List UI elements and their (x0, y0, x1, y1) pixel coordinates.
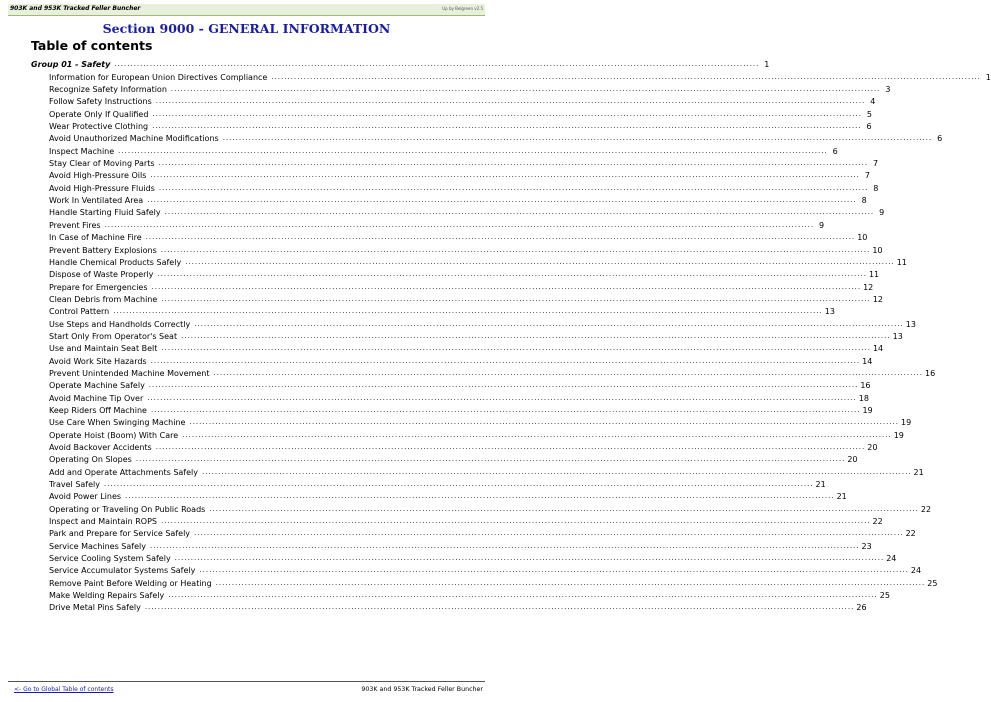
toc-entry-label[interactable]: Operating On Slopes (49, 455, 132, 465)
toc-leader-dots: ............................................................................................................................................................................................................................ (199, 566, 909, 575)
toc-entry[interactable] (31, 255, 907, 267)
toc-entry-label[interactable]: Use Steps and Handholds Correctly (49, 319, 191, 329)
toc-leader-dots: ............................................................................................................................................................................................................................ (222, 134, 933, 143)
global-toc-link[interactable]: <- Go to Global Table of contents (14, 686, 114, 693)
toc-entry[interactable] (31, 563, 922, 576)
toc-leader-dots: ............................................................................................................................................................................................................................ (125, 492, 835, 501)
toc-entry-page: 6 (866, 122, 872, 132)
toc-entry[interactable] (31, 353, 873, 366)
toc-entry-label[interactable]: Avoid Backover Accidents (49, 443, 152, 452)
toc-entry[interactable] (31, 551, 897, 564)
toc-entry-label[interactable]: Follow Safety Instructions (49, 97, 152, 107)
toc-entry[interactable] (31, 501, 932, 514)
toc-leader-dots: ............................................................................................................................................................................................................................ (150, 405, 861, 414)
toc-entry-label[interactable]: Operate Hoist (Boom) With Care (49, 430, 179, 440)
toc-entry[interactable] (31, 440, 878, 452)
toc-entry-label[interactable]: Work In Ventilated Area (49, 196, 144, 206)
toc-entry[interactable] (31, 415, 912, 428)
toc-entry-label[interactable]: Service Cooling System Safely (49, 554, 171, 564)
toc-entry[interactable] (31, 489, 847, 502)
toc-entry-label[interactable]: Use and Maintain Seat Belt (49, 344, 158, 354)
toc-entry-page: 19 (862, 405, 873, 415)
toc-leader-dots: ............................................................................................................................................................................................................................ (189, 418, 899, 427)
toc-leader-dots: ............................................................................................................................................................................................................................ (161, 517, 871, 526)
toc-leader-dots: ............................................................................................................................................................................................................................ (157, 270, 867, 279)
toc-leader-dots: ............................................................................................................................................................................................................................ (149, 541, 860, 550)
toc-entry-label[interactable]: Control Pattern (49, 307, 110, 317)
toc-entry[interactable] (31, 514, 883, 527)
toc-entry-label[interactable]: Prepare for Emergencies (49, 282, 148, 292)
toc-leader-dots: ............................................................................................................................................................................................................................ (150, 356, 861, 365)
toc-leader-dots: ............................................................................................................................................................................................................................ (164, 208, 875, 217)
toc-entry-page: 12 (863, 282, 874, 292)
toc-entry-label[interactable]: Remove Paint Before Welding or Heating (49, 578, 212, 588)
toc-entry-label[interactable]: Operate Machine Safely (49, 381, 145, 391)
toc-entry-label[interactable]: Drive Metal Pins Safely (49, 603, 141, 613)
toc-entry-page: 13 (824, 307, 835, 317)
toc-entry[interactable] (31, 230, 868, 243)
toc-entry-page: 19 (901, 418, 912, 428)
toc-entry[interactable] (31, 316, 916, 329)
toc-entry-label[interactable]: Avoid Unauthorized Machine Modifications (49, 134, 219, 144)
toc-leader-dots: ........................................................................................................................................................................................................ (114, 60, 760, 69)
toc-entry[interactable] (31, 464, 924, 477)
toc-entry-page: 25 (927, 578, 938, 588)
toc-entry-label[interactable]: Information for European Union Directives Compliance (49, 72, 268, 82)
toc-leader-dots: ............................................................................................................................................................................................................................ (170, 85, 881, 94)
toc-entry-label[interactable]: Make Welding Repairs Safely (49, 591, 165, 601)
toc-entry-page: 14 (862, 356, 873, 366)
toc-entry-label[interactable]: Service Machines Safely (49, 541, 146, 551)
toc-entry-label[interactable]: Use Care When Swinging Machine (49, 418, 186, 428)
toc-entry-page: 19 (893, 430, 904, 440)
toc-leader-dots: ............................................................................................................................................................................................................................ (155, 443, 866, 451)
toc-entry[interactable] (31, 106, 872, 119)
toc-entry[interactable] (31, 82, 891, 95)
toc-entry-label[interactable]: Avoid High-Pressure Oils (49, 171, 147, 181)
toc-leader-dots: ............................................................................................................................................................................................................................ (202, 467, 912, 476)
page-footer (8, 681, 485, 696)
document-header-bar (8, 4, 485, 16)
toc-entry-page: 24 (910, 566, 922, 576)
toc-entry[interactable] (31, 193, 867, 206)
toc-entry-page: 4 (870, 97, 876, 107)
toc-leader-dots: ............................................................................................................................................................................................................................ (182, 430, 892, 439)
toc-entry[interactable] (31, 304, 835, 317)
toc-leader-dots: ............................................................................................................................................................................................................................ (185, 257, 895, 266)
toc-entry-label[interactable]: Avoid High-Pressure Fluids (49, 183, 155, 193)
toc-entry-label[interactable]: Handle Chemical Products Safely (49, 257, 182, 267)
toc-entry[interactable] (31, 329, 903, 341)
toc-entry-page: 16 (860, 381, 871, 391)
table-of-contents (31, 57, 991, 613)
toc-entry[interactable] (31, 575, 938, 588)
toc-entry[interactable] (31, 378, 871, 391)
toc-entry-label[interactable]: Inspect and Maintain ROPS (49, 517, 157, 527)
toc-leader-dots: ............................................................................................................................................................................................................................ (152, 109, 862, 118)
toc-entry[interactable] (31, 69, 991, 82)
toc-entry-page: 21 (815, 480, 826, 490)
toc-entry-page: 25 (879, 591, 890, 601)
toc-entry[interactable] (31, 131, 943, 144)
toc-entry-page: 5 (866, 109, 872, 119)
toc-entry[interactable] (31, 217, 825, 230)
section-title: Section 9000 - GENERAL INFORMATION (102, 21, 391, 36)
toc-entry[interactable] (31, 477, 826, 490)
toc-entry[interactable] (31, 279, 874, 292)
toc-entry[interactable] (31, 94, 876, 107)
toc-entry[interactable] (31, 168, 870, 181)
toc-entry-page: 8 (861, 196, 867, 206)
toc-leader-dots: ............................................................................................................................................................................................................................ (209, 504, 919, 513)
header-doc-title: 903K and 953K Tracked Feller Buncher (10, 5, 141, 12)
toc-entry-label[interactable]: Operating or Traveling On Public Roads (49, 504, 206, 514)
toc-entry-label[interactable]: Clean Debris from Machine (49, 294, 158, 304)
toc-entry[interactable] (31, 366, 936, 378)
toc-entry-page: 9 (819, 220, 825, 230)
toc-entry-page: 16 (925, 368, 936, 378)
toc-entry[interactable] (31, 600, 867, 613)
toc-entry-page: 26 (856, 603, 867, 613)
toc-entry-label[interactable]: Operate Only If Qualified (49, 109, 149, 119)
toc-leader-dots: ............................................................................................................................................................................................................................ (135, 455, 846, 464)
toc-entry-label[interactable]: Prevent Battery Explosions (49, 245, 157, 255)
toc-entry-page: 13 (892, 331, 903, 341)
toc-entry-page: 8 (873, 183, 879, 193)
toc-leader-dots: ............................................................................................................................................................................................................................ (168, 591, 878, 600)
toc-heading: Table of contents (31, 38, 153, 53)
toc-leader-dots: ............................................................................................................................................................................................................................ (194, 529, 904, 538)
toc-entry-page: 10 (857, 233, 868, 243)
toc-entry-page: 7 (872, 159, 879, 169)
toc-entry[interactable] (31, 119, 872, 132)
toc-entry-page: 21 (913, 467, 924, 477)
toc-leader-dots: ............................................................................................................................................................................................................................ (215, 578, 926, 587)
toc-leader-dots: ............................................................................................................................................................................................................................ (147, 393, 857, 402)
toc-entry[interactable] (31, 242, 883, 255)
toc-entry[interactable] (31, 292, 883, 304)
toc-entry[interactable] (31, 588, 890, 601)
toc-entry-page: 6 (937, 134, 943, 144)
toc-entry-label[interactable]: Dispose of Waste Properly (49, 270, 154, 280)
toc-leader-dots: ............................................................................................................................................................................................................................ (160, 245, 871, 254)
toc-entry-label[interactable]: Stay Clear of Moving Parts (49, 159, 155, 169)
toc-entry-label[interactable]: In Case of Machine Fire (49, 233, 142, 243)
toc-leader-dots: ............................................................................................................................................................................................................................ (158, 183, 869, 192)
toc-entry-page: 11 (868, 270, 880, 280)
footer-doc-title: 903K and 953K Tracked Feller Buncher (361, 686, 483, 693)
toc-entry-page: 1 (985, 72, 991, 82)
toc-entry-page: 24 (886, 554, 897, 564)
toc-entry[interactable] (31, 538, 872, 551)
toc-entry[interactable] (31, 452, 858, 465)
toc-leader-dots: ............................................................................................................................................................................................................................ (104, 480, 814, 489)
toc-entry-page: 20 (847, 455, 858, 465)
toc-entry-label[interactable]: Inspect Machine (49, 146, 115, 156)
toc-entry-label[interactable]: Avoid Power Lines (49, 492, 122, 502)
toc-entry-page: 22 (920, 504, 932, 514)
toc-entry-page: 20 (867, 443, 878, 452)
toc-entry[interactable] (31, 427, 904, 440)
toc-entry-label[interactable]: Handle Starting Fluid Safely (49, 208, 161, 218)
toc-entry-label[interactable]: Prevent Fires (49, 220, 101, 230)
toc-entry-label[interactable]: Service Accumulator Systems Safely (49, 566, 196, 576)
toc-entry[interactable] (31, 403, 873, 415)
toc-entry-page: 12 (872, 294, 883, 304)
toc-leader-dots: ............................................................................................................................................................................................................................ (271, 72, 981, 81)
toc-entry[interactable] (31, 526, 916, 539)
toc-entry-page: 14 (872, 344, 884, 354)
toc-leader-dots: ............................................................................................................................................................................................................................ (147, 196, 857, 205)
toc-leader-dots: ............................................................................................................................................................................................................................ (155, 97, 866, 106)
toc-entry-page: 13 (905, 319, 916, 329)
toc-leader-dots: ............................................................................................................................................................................................................................ (174, 554, 885, 563)
toc-entry[interactable] (31, 390, 869, 403)
toc-entry-label[interactable]: Wear Protective Clothing (49, 122, 149, 132)
toc-entry-page: 6 (832, 146, 838, 156)
toc-group-page: 1 (764, 60, 770, 70)
header-credit: Up by Belgreen v2.5 (442, 6, 483, 11)
toc-leader-dots: ............................................................................................................................................................................................................................ (161, 294, 871, 303)
toc-leader-dots: ............................................................................................................................................................................................................................ (194, 319, 904, 328)
toc-leader-dots: ............................................................................................................................................................................................................................ (144, 603, 855, 612)
toc-leader-dots: ............................................................................................................................................................................................................................ (104, 220, 815, 229)
toc-entry-page: 22 (872, 517, 883, 527)
toc-entry-label[interactable]: Keep Riders Off Machine (49, 405, 147, 415)
toc-entry-page: 11 (896, 257, 907, 267)
toc-leader-dots: ............................................................................................................................................................................................................................ (152, 122, 862, 131)
toc-entry-page: 22 (905, 529, 916, 539)
toc-leader-dots: ............................................................................................................................................................................................................................ (113, 307, 823, 316)
toc-entry-label[interactable]: Start Only From Operator's Seat (49, 331, 178, 341)
toc-entry-page: 18 (858, 393, 869, 403)
toc-leader-dots: ............................................................................................................................................................................................................................ (161, 344, 871, 353)
toc-group-row[interactable] (31, 57, 770, 70)
toc-entry[interactable] (31, 180, 879, 193)
toc-entry-page: 3 (885, 85, 891, 95)
toc-leader-dots: ............................................................................................................................................................................................................................ (148, 381, 859, 390)
toc-entry-label[interactable]: Recognize Safety Information (49, 85, 167, 95)
toc-entry-page: 10 (872, 245, 883, 255)
toc-entry-page: 7 (864, 171, 870, 181)
toc-entry-page: 9 (879, 208, 885, 218)
toc-entry-page: 23 (861, 541, 872, 551)
toc-leader-dots: ............................................................................................................................................................................................................................ (181, 331, 891, 340)
toc-entry-label[interactable]: Travel Safely (49, 480, 100, 490)
toc-leader-dots: ............................................................................................................................................................................................................................ (151, 282, 862, 291)
toc-group-label[interactable]: Group 01 - Safety (31, 60, 111, 70)
toc-leader-dots: ............................................................................................................................................................................................................................ (118, 146, 828, 155)
toc-entry-label[interactable]: Avoid Work Site Hazards (49, 356, 147, 366)
toc-leader-dots: ............................................................................................................................................................................................................................ (150, 171, 860, 180)
toc-entry[interactable] (31, 156, 879, 169)
toc-entry-page: 21 (836, 492, 847, 502)
toc-entry[interactable] (31, 205, 885, 218)
toc-leader-dots: ............................................................................................................................................................................................................................ (145, 233, 856, 242)
toc-entry-label[interactable]: Park and Prepare for Service Safely (49, 529, 191, 539)
toc-entry[interactable] (31, 143, 838, 156)
toc-entry-label[interactable]: Avoid Machine Tip Over (49, 393, 144, 403)
toc-entry[interactable] (31, 267, 880, 280)
toc-leader-dots: ............................................................................................................................................................................................................................ (158, 159, 869, 168)
toc-entry-label[interactable]: Add and Operate Attachments Safely (49, 467, 198, 477)
toc-leader-dots: ............................................................................................................................................................................................................................ (213, 368, 924, 377)
toc-entry-label[interactable]: Prevent Unintended Machine Movement (49, 368, 210, 378)
toc-entry[interactable] (31, 341, 884, 354)
